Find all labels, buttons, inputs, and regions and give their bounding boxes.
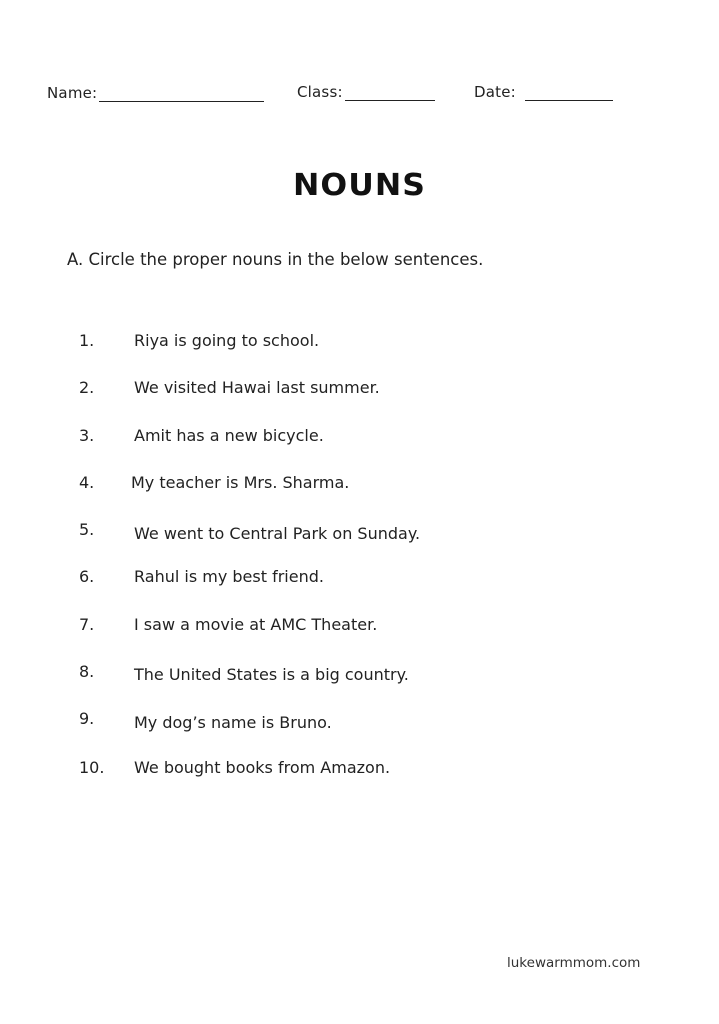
item-sentence: Rahul is my best friend. (134, 567, 324, 586)
instruction-text: A. Circle the proper nouns in the below sentences. (67, 250, 484, 269)
item-sentence: I saw a movie at AMC Theater. (134, 615, 378, 634)
item-sentence: We visited Hawai last summer. (134, 378, 380, 397)
item-number: 6. (79, 567, 95, 586)
date-label: Date: (474, 83, 516, 101)
item-sentence: We bought books from Amazon. (134, 758, 391, 777)
item-number: 5. (79, 520, 95, 539)
item-number: 2. (79, 378, 95, 397)
item-sentence: My dog’s name is Bruno. (134, 713, 332, 732)
item-sentence: We went to Central Park on Sunday. (134, 524, 421, 543)
item-number: 3. (79, 426, 95, 445)
item-number: 10. (79, 758, 105, 777)
worksheet-title: NOUNS (292, 168, 427, 203)
item-sentence: The United States is a big country. (134, 665, 409, 684)
item-number: 8. (79, 662, 95, 681)
footer-website: lukewarmmom.com (507, 955, 641, 971)
item-number: 4. (79, 473, 95, 492)
class-label: Class: (297, 83, 343, 101)
item-number: 9. (79, 709, 95, 728)
item-number: 7. (79, 615, 95, 634)
item-sentence: Amit has a new bicycle. (134, 426, 324, 445)
item-number: 1. (79, 331, 95, 350)
item-sentence: My teacher is Mrs. Sharma. (131, 473, 350, 492)
name-label: Name: (47, 84, 98, 102)
item-sentence: Riya is going to school. (134, 331, 320, 350)
